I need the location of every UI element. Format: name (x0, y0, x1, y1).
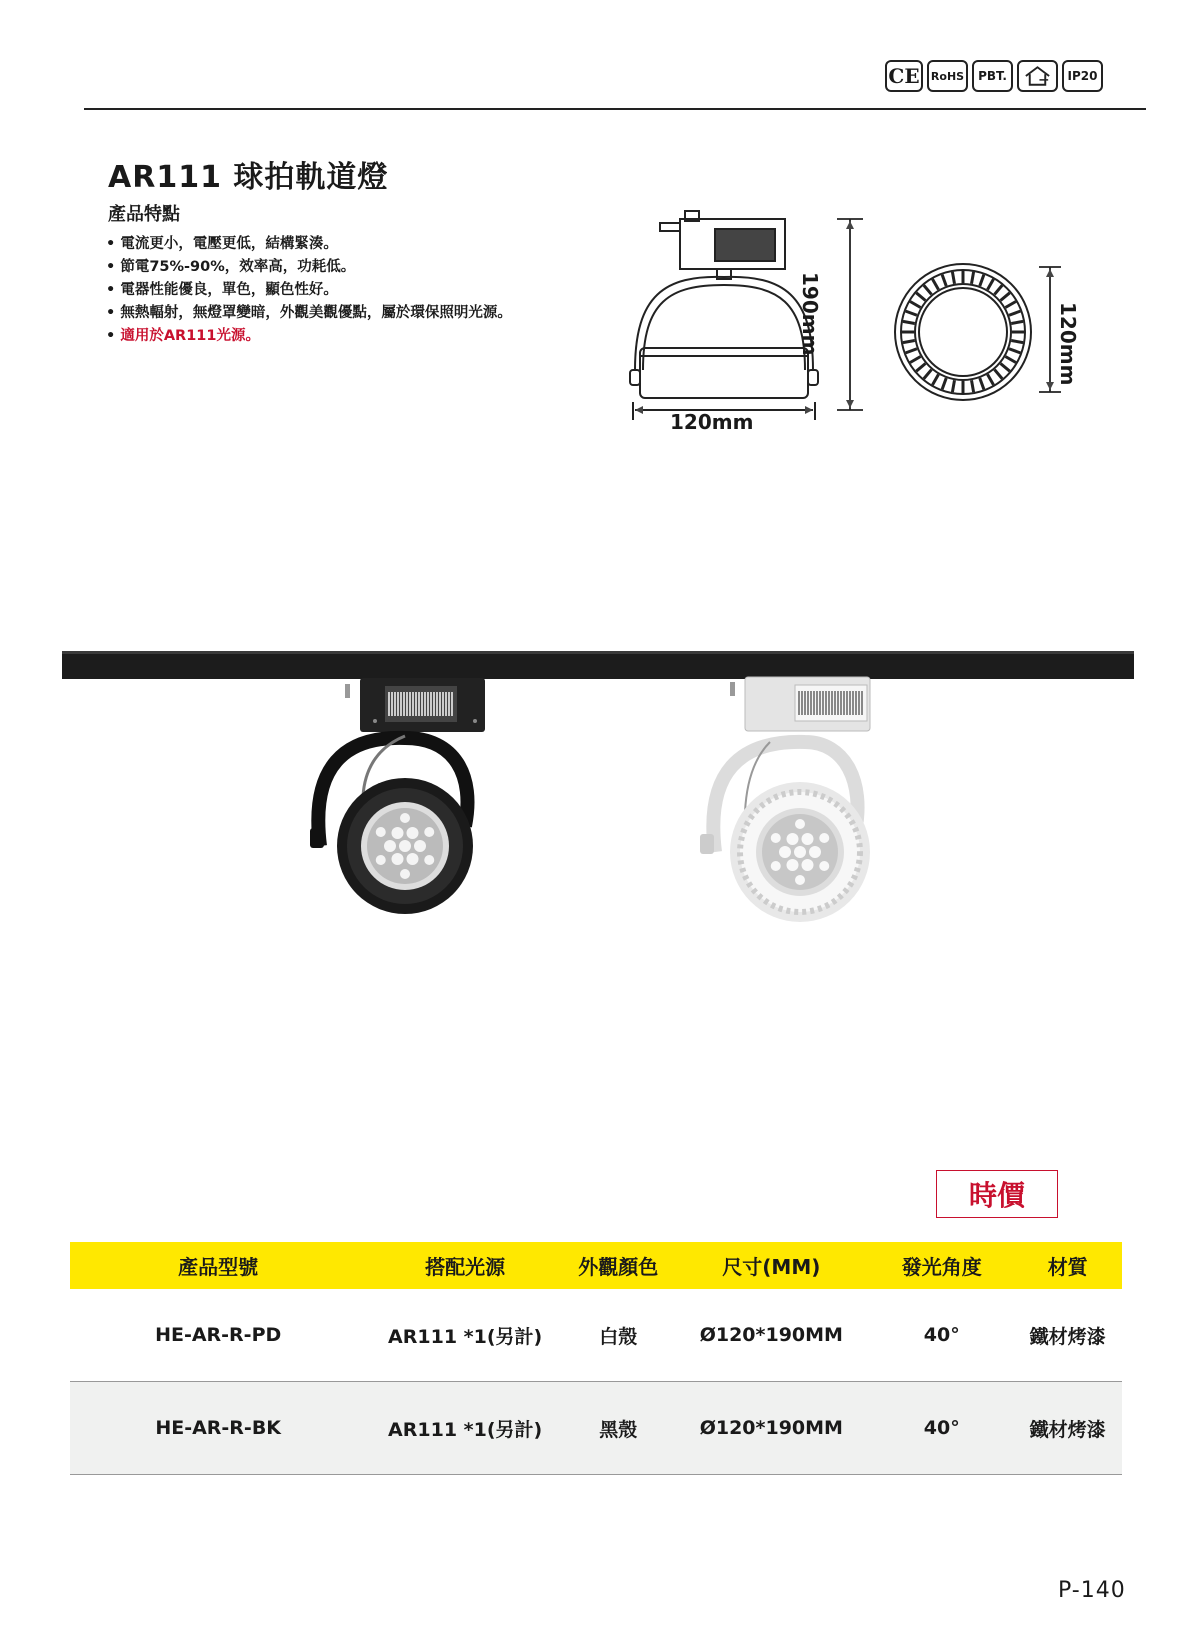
feature-list (106, 233, 512, 348)
spec-table (70, 1242, 1122, 1475)
cell-size: Ø120*190MM (699, 1417, 843, 1439)
house-icon (1017, 60, 1058, 92)
header-light-source: 搭配光源 (425, 1255, 506, 1279)
feature-item: • 節電75%-90%，效率高，功耗低。 (106, 259, 356, 275)
ce-badge: CE (885, 60, 923, 92)
cell-beam-angle: 40° (923, 1417, 960, 1439)
cell-material: 鐵材烤漆 (1029, 1418, 1106, 1441)
front-view-drawing (893, 262, 1073, 412)
pbt-badge: PBT. (972, 60, 1013, 92)
certification-badges (885, 60, 1103, 92)
header-divider (84, 108, 1146, 110)
white-track-light-photo (695, 672, 895, 937)
black-track-light-photo (305, 676, 505, 931)
feature-item: • 無熱輻射，無燈罩變暗，外觀美觀優點，屬於環保照明光源。 (106, 305, 512, 321)
cell-light-source: AR111 *1(另計) (388, 1325, 543, 1348)
header-color: 外觀顏色 (578, 1255, 659, 1279)
spec-table-header (70, 1242, 1122, 1289)
cell-color: 黑殼 (599, 1418, 638, 1441)
header-material: 材質 (1047, 1255, 1088, 1279)
track-rail (62, 651, 1134, 679)
diameter-dimension-label: 120mm (1056, 302, 1080, 386)
features-heading: 產品特點 (108, 204, 180, 225)
feature-item: • 電流更小，電壓更低，結構緊湊。 (106, 236, 338, 252)
header-beam-angle: 發光角度 (901, 1255, 982, 1279)
rohs-badge: RoHS (927, 60, 968, 92)
table-row (70, 1289, 1122, 1382)
table-row (70, 1382, 1122, 1475)
feature-item-highlight: • 適用於AR111光源。 (106, 328, 260, 344)
side-view-drawing (625, 205, 870, 435)
cell-size: Ø120*190MM (699, 1324, 843, 1346)
height-dimension-label: 190mm (798, 272, 822, 356)
cell-light-source: AR111 *1(另計) (388, 1418, 543, 1441)
width-dimension-label: 120mm (670, 410, 754, 434)
price-label: 時價 (936, 1170, 1058, 1218)
cell-beam-angle: 40° (923, 1324, 960, 1346)
ip20-badge: IP20 (1062, 60, 1103, 92)
header-size: 尺寸(MM) (722, 1255, 821, 1279)
cell-model: HE-AR-R-PD (155, 1324, 282, 1346)
cell-model: HE-AR-R-BK (155, 1417, 282, 1439)
feature-item: • 電器性能優良，單色，顯色性好。 (106, 282, 338, 298)
cell-material: 鐵材烤漆 (1029, 1325, 1106, 1348)
page-number: P-140 (1058, 1578, 1126, 1603)
product-title: AR111 球拍軌道燈 (108, 160, 389, 195)
cell-color: 白殼 (599, 1325, 638, 1348)
header-model: 產品型號 (178, 1255, 259, 1279)
